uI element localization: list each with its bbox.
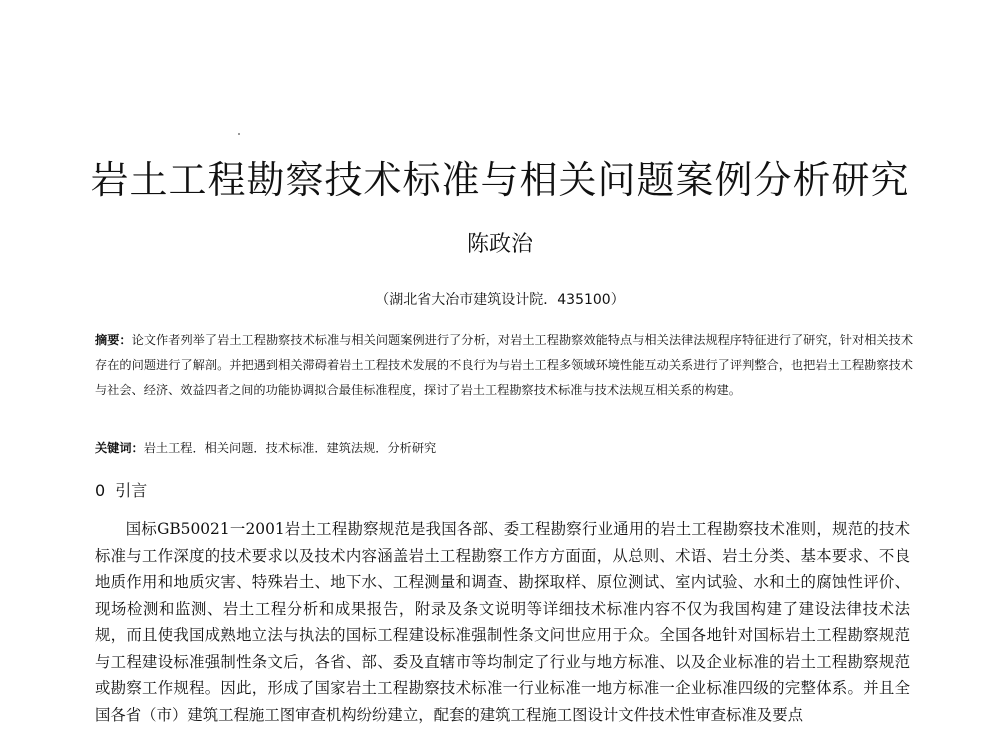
author-name: 陈政治 [466, 232, 533, 257]
section-number: 0 [95, 481, 106, 500]
scan-speck [238, 133, 240, 135]
keywords-label: 关键词： [95, 441, 144, 455]
section-title: 引言 [115, 481, 148, 500]
keywords-text: 岩土工程．相关问题．技术标准．建筑法规．分析研究 [143, 441, 437, 455]
keywords [95, 436, 913, 460]
abstract [95, 328, 913, 403]
author-affiliation: （湖北省大冶市建筑设计院．435100） [375, 292, 625, 308]
body-paragraph: 国标GB50021一2001岩土工程勘察规范是我国各部、委工程勘察行业通用的岩土工程勘察技术准则，规范的技术标准与工作深度的技术要求以及技术内容涵盖岩土工程勘察工作方方面面，从总则、术语、岩土分类、基本要求、不良地质作用和地质灾害、特殊岩土、地下水、工程测量和调查、勘探取样、原位测试、室内试验、水和土的腐蚀性评价、现场检测和监测、岩土工程分析和成果报告，附录及条文说明等详细技术标准内容不仅为我国构建了建设法律技术法规，而且使我国成熟地立法与执法的国标工程建设标准强制性条文问世应用于众。全国各地针对国标岩土工程勘察规范与工程建设标准强制性条文后，各省、部、委及直辖市等均制定了行业与地方标准、以及企业标准的岩土工程勘察规范或勘察工作规程。因此，形成了国家岩土工程勘察技术标准一行业标准一地方标准一企业标准四级的完整体系。并且全国各省（市）建筑工程施工图审查机构纷纷建立，配套的建筑工程施工图设计文件技术性审查标准及要点 [95, 520, 910, 724]
paper-title: 岩土工程勘察技术标准与相关问题案例分析研究 [90, 158, 910, 202]
abstract-label: 摘要： [95, 333, 132, 347]
section-heading [95, 478, 147, 504]
abstract-text: 论文作者列举了岩土工程勘察技术标准与相关问题案例进行了分析，对岩土工程勘察效能特点与相关法律法规程序特征进行了研究，针对相关技术存在的问题进行了解剖。并把遇到相关滞碍着岩土工程技术发展的不良行为与岩土工程多领域环境性能互动关系进行了评判整合，也把岩土工程勘察技术与社会、经济、效益四者之间的功能协调拟合最佳标准程度，探讨了岩土工程勘察技术标准与技术法规互相关系的构建。 [95, 333, 914, 397]
